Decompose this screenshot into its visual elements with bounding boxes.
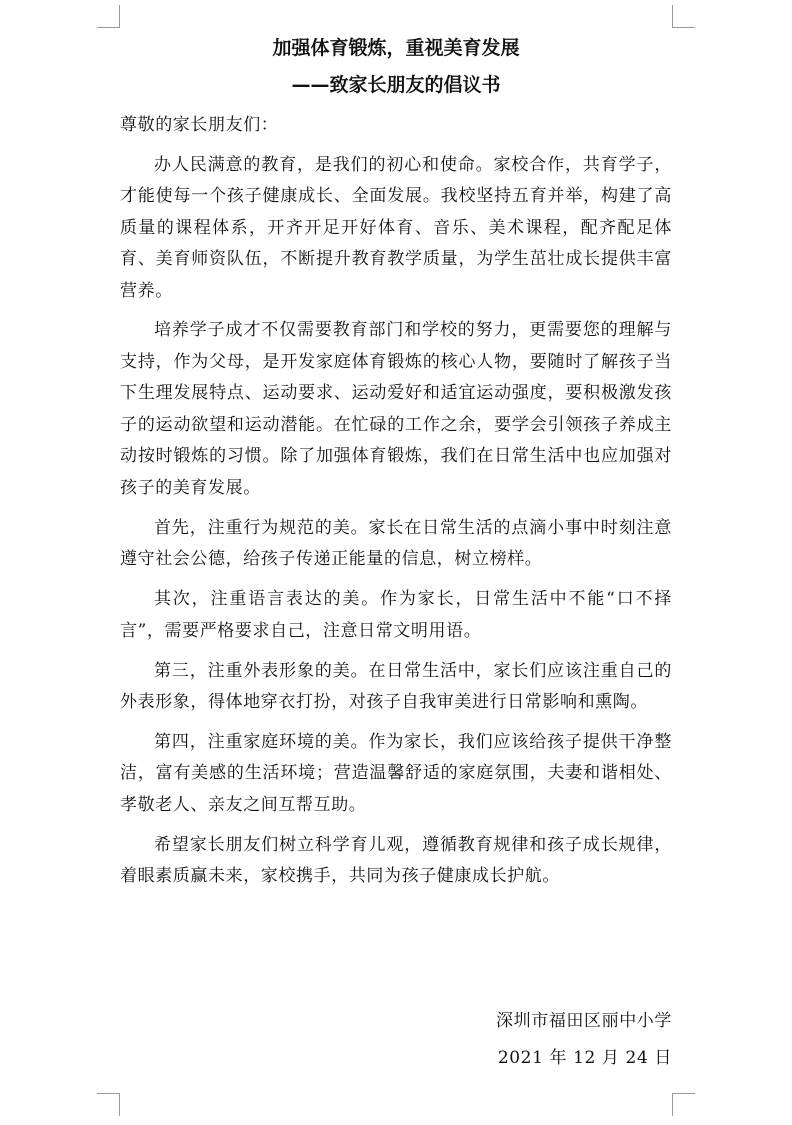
- corner-mark-bottom-left: [97, 1093, 120, 1116]
- corner-mark-bottom-right: [672, 1093, 695, 1116]
- paragraph: 培养学子成才不仅需要教育部门和学校的努力，更需要您的理解与支持，作为父母，是开发家庭体育锻炼的核心人物，要随时了解孩子当下生理发展特点、运动要求、运动爱好和适宜运动强度，要积极激发孩子的运动欲望和运动潜能。在忙碌的工作之余，要学会引领孩子养成主动按时锻炼的习惯。除了加强体育锻炼，我们在日常生活中也应加强对孩子的美育发展。: [120, 320, 672, 498]
- paragraph: 希望家长朋友们树立科学育儿观，遵循教育规律和孩子成长规律，着眼素质赢未来，家校携手，共同为孩子健康成长护航。: [120, 834, 672, 887]
- letter-body: [120, 110, 672, 901]
- paragraph: 其次，注重语言表达的美。作为家长，日常生活中不能“口不择言”，需要严格要求自己，注意日常文明用语。: [120, 589, 672, 641]
- document-subtitle: ——致家长朋友的倡议书: [291, 74, 501, 96]
- document-title: 加强体育锻炼，重视美育发展: [272, 37, 520, 59]
- paragraph: 第三，注重外表形象的美。在日常生活中，家长们应该注重自己的外表形象，得体地穿衣打扮，对孩子自我审美进行日常影响和熏陶。: [120, 660, 672, 713]
- paragraph: 首先，注重行为规范的美。家长在日常生活的点滴小事中时刻注意遵守社会公德，给孩子传递正能量的信息，树立榜样。: [120, 517, 672, 570]
- corner-mark-top-left: [97, 5, 120, 28]
- signature-date: 2021 年 12 月 24 日: [497, 1048, 672, 1068]
- salutation: 尊敬的家长朋友们：: [120, 115, 279, 135]
- signature-school: 深圳市福田区丽中小学: [496, 1011, 672, 1031]
- paragraph: 办人民满意的教育，是我们的初心和使命。家校合作，共育学子，才能使每一个孩子健康成长、全面发展。我校坚持五育并举，构建了高质量的课程体系，开齐开足开好体育、音乐、美术课程，配齐配足体育、美育师资队伍，不断提升教育教学质量，为学生茁壮成长提供丰富营养。: [120, 154, 672, 301]
- paragraph: 第四，注重家庭环境的美。作为家长，我们应该给孩子提供干净整洁，富有美感的生活环境；营造温馨舒适的家庭氛围，夫妻和谐相处、孝敬老人、亲友之间互帮互助。: [120, 731, 672, 815]
- corner-mark-top-right: [672, 5, 695, 28]
